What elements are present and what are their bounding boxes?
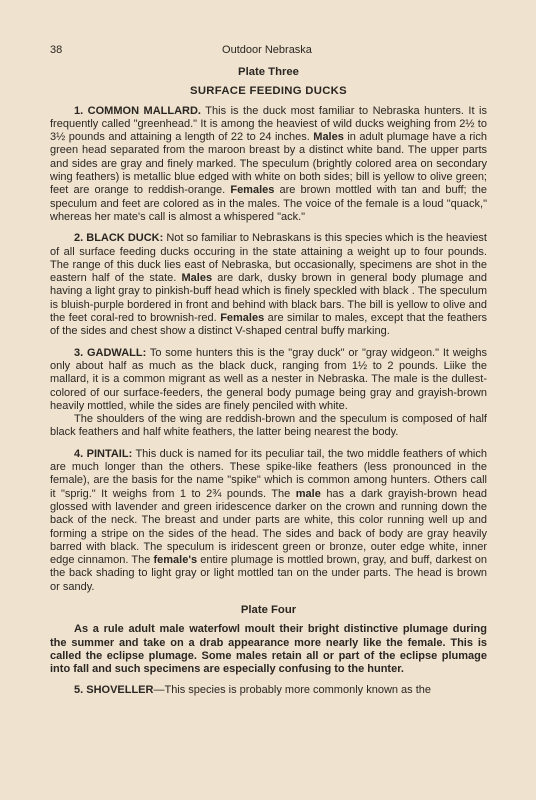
plate-four-title: Plate Four	[240, 603, 297, 616]
entry-black-duck: 2. BLACK DUCK: Not so familiar to Nebraskans is this species which is the heaviest of all surface feeding ducks occuring in the state attaining a weight up to four pounds. The range of this duck lies east of Nebraska, but occasionally, specimens are shot in the eastern half of the state. Males are dark, dusky brown in general body plumage and having a light gray to pinkish-buff head which is finely speckled with black . The speculum is bluish-purple bordered in front and behind with black bars. The bill is yellow to olive and the feet coral-red to brownish-red. Females are similar to males, except that the feathers of the sides and chest show a distinct V-shaped central buffy marking.	[50, 232, 487, 338]
entry-label: 5. SHOVELLER	[74, 684, 154, 697]
entry-label: 2. BLACK DUCK:	[74, 232, 164, 245]
page-content	[50, 66, 487, 706]
entry-label: 3. GADWALL:	[74, 346, 147, 359]
entry-gadwall: 3. GADWALL: To some hunters this is the "gray duck" or "gray widgeon." It weighs only about half as much as the black duck, ranging from 1½ to 2 pounds. Liike the mallard, it is a common migrant as well as a nester in Nebraska. The male is the dullest-colored of our surface-feeders, the general body pumage being gray and grayish-brown heavily mottled, while the sides are finely penciled with white.	[50, 346, 487, 412]
page-number: 38	[50, 44, 63, 56]
section-title: SURFACE FEEDING DUCKS	[190, 85, 347, 98]
page-header	[50, 44, 484, 58]
running-title: Outdoor Nebraska	[222, 44, 312, 56]
eclipse-plumage-note: As a rule adult male waterfowl moult their bright distinctive plumage during the summer and take on a drab appearance more nearly like the female. This is called the eclipse plumage. Some males retain all or part of the eclipse plumage into fall and such specimens are especially confusing to the hunter.	[50, 623, 487, 676]
entry-shoveller: 5. SHOVELLER—This species is probably more commonly known as the	[74, 684, 432, 697]
entry-gadwall-continuation: The shoulders of the wing are reddish-brown and the speculum is composed of half black feathers and half white feathers, the latter being nearest the body.	[50, 413, 487, 439]
entry-label: 1. COMMON MALLARD.	[74, 104, 201, 117]
entry-common-mallard: 1. COMMON MALLARD. This is the duck most familiar to Nebraska hunters. It is frequently called "greenhead." It is among the heaviest of wild ducks weighing from 2½ to 3½ pounds and attaining a length of 22 to 24 inches. Males in adult plumage have a rich green head separated from the maroon breast by a distinct white band. The upper parts and sides are gray and finely marked. The speculum (brightly colored area on secondary wing feathers) is metallic blue edged with white on both sides; bill is yellow to olive green; feet are orange to reddish-orange. Females are brown mottled with tan and buff; the speculum and feet are colored as in the males. The voice of the female is a loud "quack," whereas her mate's call is almost a whispered "ack."	[50, 104, 488, 223]
entry-label: 4. PINTAIL:	[74, 447, 133, 460]
plate-three-title: Plate Three	[238, 66, 299, 78]
entry-pintail: 4. PINTAIL: This duck is named for its peculiar tail, the two middle feathers of which are much longer than the others. These spike-like feathers (less pronounced in the female), are the basis for the name "spike" which is common among hunters. Others call it "sprig." It weighs from 1 to 2¾ pounds. The male has a dark grayish-brown head glossed with lavender and green iridescence darker on the crown and running down the back of the neck. The breast and under parts are white, this color running well up and forming a stripe on the sides of the head. The sides and back of body are gray heavily barred with black. The speculum is iridescent green or bronze, outer edge white, inner edge cinnamon. The female's entire plumage is mottled brown, gray, and buff, darkest on the back shading to light gray or light mottled tan on the under parts. The head is brown or sandy.	[50, 447, 488, 593]
